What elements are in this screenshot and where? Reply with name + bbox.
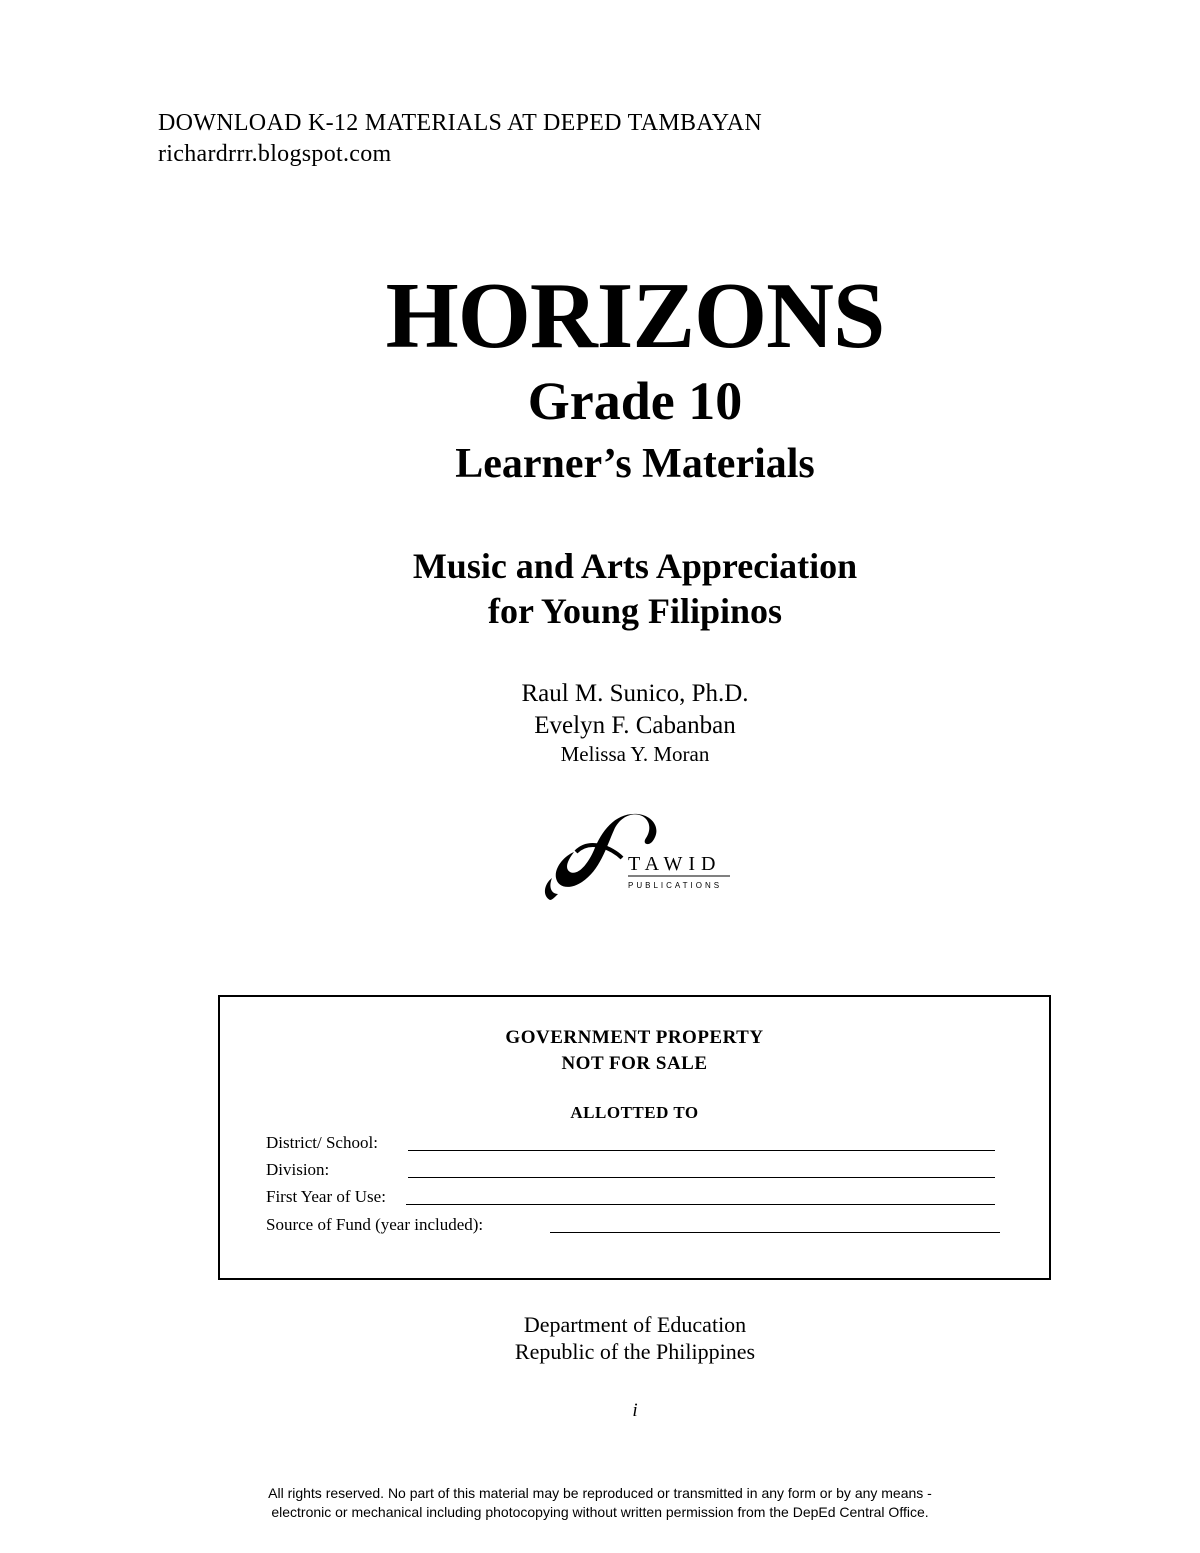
source-of-fund-line[interactable]: [550, 1232, 1000, 1233]
not-for-sale-label: NOT FOR SALE: [561, 1053, 708, 1074]
author-2: Evelyn F. Cabanban: [534, 712, 736, 739]
logo-brand-name: TAWID: [628, 853, 722, 875]
material-type: Learner’s Materials: [455, 441, 815, 487]
logo-tagline: PUBLICATIONS: [628, 881, 723, 890]
tawid-logo-icon: [530, 808, 750, 908]
division-line[interactable]: [408, 1177, 995, 1178]
source-of-fund-label: Source of Fund (year included):: [266, 1215, 484, 1234]
subtitle-line-1: Music and Arts Appreciation: [412, 546, 858, 586]
logo-swirl-tail: [545, 878, 558, 900]
department-name: Department of Education: [523, 1312, 747, 1337]
district-school-line[interactable]: [408, 1150, 995, 1151]
rights-notice: [0, 1484, 1200, 1522]
book-title: HORIZONS: [385, 264, 885, 368]
tawid-publications-logo: [530, 808, 750, 908]
author-3: Melissa Y. Moran: [560, 742, 710, 766]
allotted-to-heading: ALLOTTED TO: [570, 1103, 699, 1122]
header-blog-url: richardrrr.blogspot.com: [158, 141, 392, 167]
subtitle-line-2: for Young Filipinos: [487, 591, 783, 631]
grade-level: Grade 10: [527, 371, 743, 431]
division-label: Division:: [266, 1160, 330, 1179]
republic-name: Republic of the Philippines: [514, 1339, 756, 1364]
government-property-label: GOVERNMENT PROPERTY: [505, 1027, 764, 1048]
first-year-of-use-label: First Year of Use:: [266, 1187, 386, 1206]
first-year-of-use-line[interactable]: [406, 1204, 995, 1205]
district-school-label: District/ School:: [266, 1133, 378, 1152]
government-property-box: [218, 995, 1051, 1280]
rights-notice-line-1: All rights reserved. No part of this material may be reproduced or transmitted in any form or by any means -: [268, 1485, 932, 1501]
rights-notice-line-2: electronic or mechanical including photocopying without written permission from the DepEd Central Office.: [271, 1504, 929, 1520]
author-1: Raul M. Sunico, Ph.D.: [521, 680, 749, 707]
header-download-note: DOWNLOAD K-12 MATERIALS AT DEPED TAMBAYAN: [158, 110, 762, 136]
page-number: i: [632, 1400, 638, 1421]
